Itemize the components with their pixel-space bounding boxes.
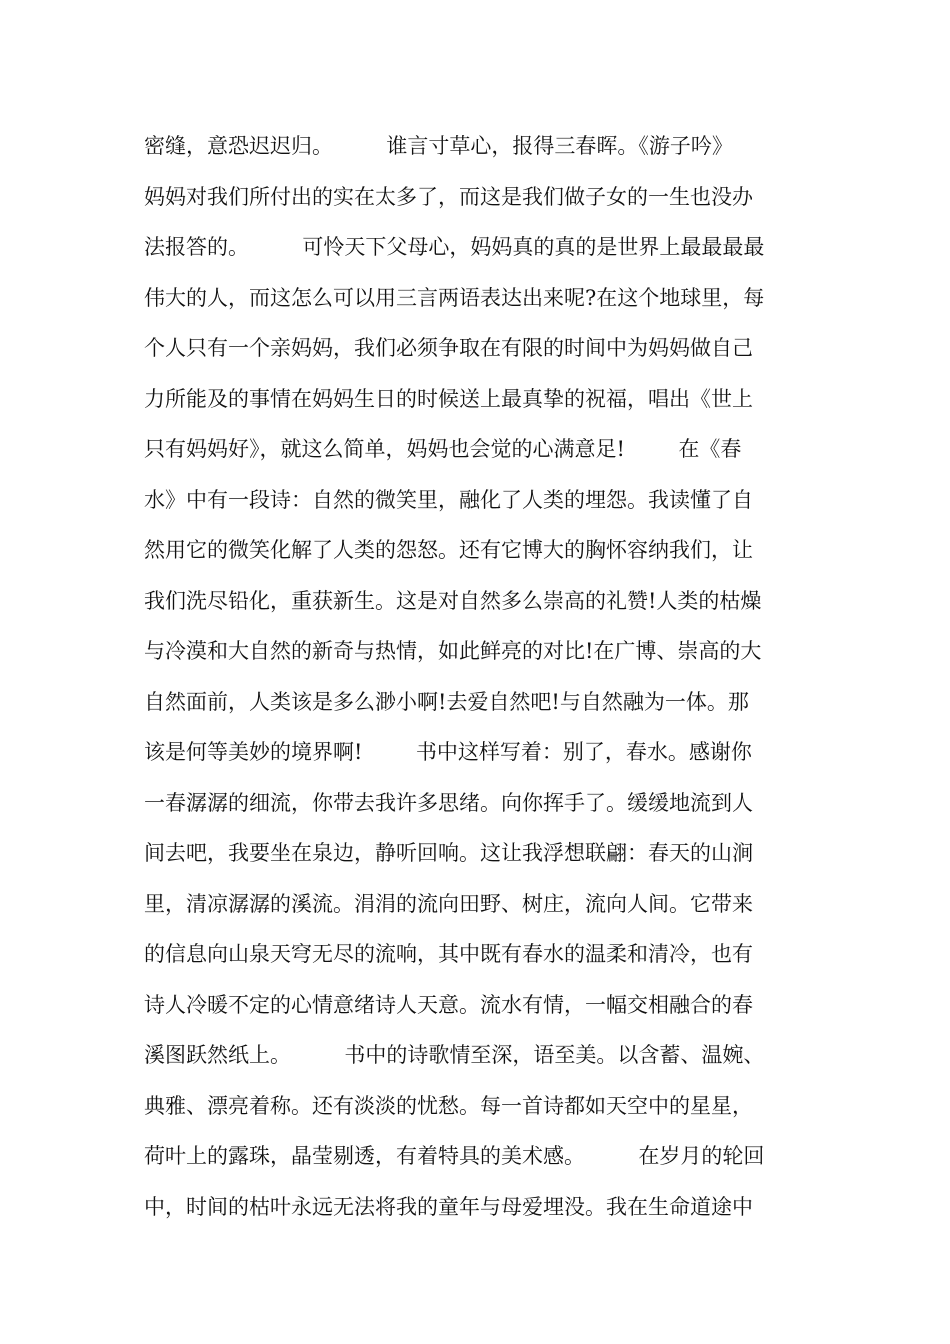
text-line: 妈妈对我们所付出的实在太多了，而这是我们做子女的一生也没办 xyxy=(144,184,753,209)
text-line: 中，时间的枯叶永远无法将我的童年与母爱埋没。我在生命道途中 xyxy=(144,1194,753,1219)
text-line: 荷叶上的露珠，晶莹剔透，有着特具的美术感。 在岁月的轮回 xyxy=(144,1144,765,1168)
text-line: 溪图跃然纸上。 书中的诗歌情至深，语至美。以含蓄、温婉、 xyxy=(144,1043,765,1067)
text-line: 该是何等美妙的境界啊! 书中这样写着：别了，春水。感谢你 xyxy=(144,740,752,764)
text-line: 然用它的微笑化解了人类的怨怒。还有它博大的胸怀容纳我们，让 xyxy=(144,538,753,562)
text-line: 水》中有一段诗：自然的微笑里，融化了人类的埋怨。我读懂了自 xyxy=(144,487,753,512)
text-line: 诗人冷暖不定的心情意绪诗人天意。流水有情，一幅交相融合的春 xyxy=(144,992,753,1017)
text-line: 与冷漠和大自然的新奇与热情，如此鲜亮的对比!在广博、崇高的大 xyxy=(144,639,762,663)
text-line: 我们洗尽铅化，重获新生。这是对自然多么崇高的礼赞!人类的枯燥 xyxy=(144,588,762,613)
text-line: 一春潺潺的细流，你带去我许多思绪。向你挥手了。缓缓地流到人 xyxy=(144,790,753,815)
text-line: 法报答的。 可怜天下父母心，妈妈真的真的是世界上最最最最 xyxy=(144,235,765,259)
text-line: 的信息向山泉天穹无尽的流响，其中既有春水的温柔和清冷，也有 xyxy=(144,942,753,966)
text-line: 个人只有一个亲妈妈，我们必须争取在有限的时间中为妈妈做自己 xyxy=(144,336,753,360)
text-line: 伟大的人，而这怎么可以用三言两语表达出来呢?在这个地球里，每 xyxy=(144,285,765,310)
text-line: 里，清凉潺潺的溪流。涓涓的流向田野、树庄，流向人间。它带来 xyxy=(144,891,753,916)
text-line: 典雅、漂亮着称。还有淡淡的忧愁。每一首诗都如天空中的星星， xyxy=(144,1093,753,1118)
text-line: 自然面前，人类该是多么渺小啊!去爱自然吧!与自然融为一体。那 xyxy=(144,689,749,714)
body-text xyxy=(144,128,814,1239)
text-line: 只有妈妈好》，就这么简单，妈妈也会觉的心满意足! 在《春 xyxy=(144,437,742,461)
text-line: 力所能及的事情在妈妈生日的时候送上最真挚的祝福，唱出《世上 xyxy=(144,386,753,411)
text-line: 密缝，意恐迟迟归。 谁言寸草心，报得三春晖。《游子吟》 xyxy=(144,134,733,158)
text-line: 间去吧，我要坐在泉边，静听回响。这让我浮想联翩：春天的山涧 xyxy=(144,841,753,865)
